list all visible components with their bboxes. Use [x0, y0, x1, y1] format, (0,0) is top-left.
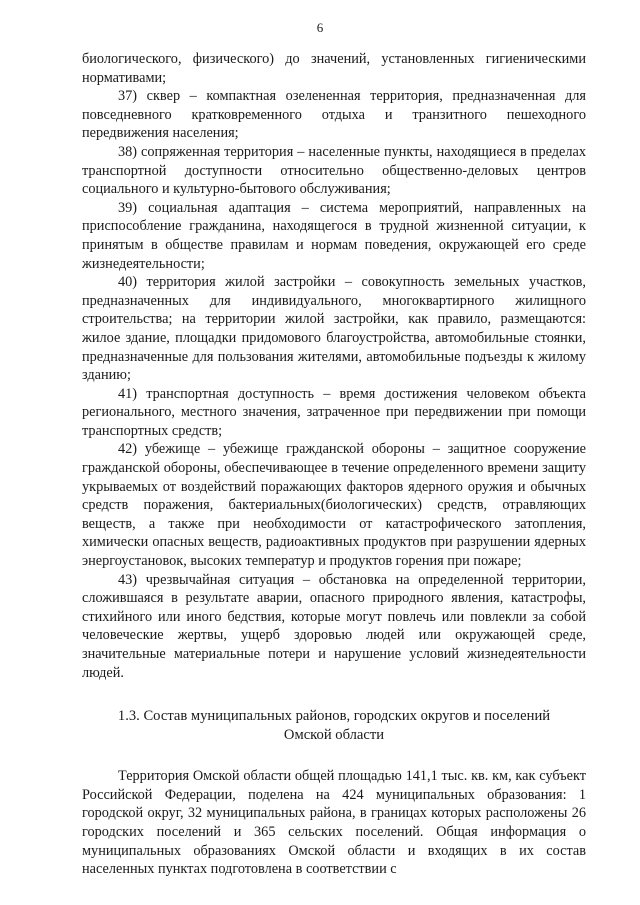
section-paragraph: Территория Омской области общей площадью 141,1 тыс. кв. км, как субъект Российской Федерации, поделена на 424 муниципальных образования: 1 городской округ, 32 муниципальных района, в границах которых расположены 26 городских поселений и 365 сельских поселений. Общая информация о муниципальных образованиях Омской области и входящих в их состав населенных пунктах подготовлена в соответствии с	[82, 768, 586, 878]
definition-37: 37) сквер – компактная озелененная территория, предназначенная для повседневного кратковременного отдыха и транзитного пешеходного передвижения населения;	[82, 88, 586, 142]
definition-42: 42) убежище – убежище гражданской обороны – защитное сооружение гражданской обороны, обеспечивающее в течение определенного времени защиту укрываемых от воздействий поражающих факторов ядерного оружия и обычных средств поражения, бактериальных(биологических) средств, отравляющих веществ, а также при необходимости от катастрофического затопления, химически опасных веществ, радиоактивных продуктов при разрушении ядерных энергоустановок, высоких температур и продуктов горения при пожаре;	[82, 441, 586, 570]
paragraph-continuation: биологического, физического) до значений, установленных гигиеническими нормативами;	[82, 51, 586, 86]
definition-41: 41) транспортная доступность – время достижения человеком объекта регионального, местного значения, затраченное при передвижении при помощи транспортных средств;	[82, 385, 586, 439]
definition-40: 40) территория жилой застройки – совокупность земельных участков, предназначенных для индивидуального, многоквартирного жилищного строительства; на территории жилой застройки, как правило, размещаются: жилое здание, площадки придомового благоустройства, автомобильные стоянки, предназначенные для пользования жителями, автомобильные подъезды к жилому зданию;	[82, 274, 586, 384]
definition-39: 39) социальная адаптация – система мероприятий, направленных на приспособление гражданина, находящегося в трудной жизненной ситуации, к принятым в обществе правилам и нормам поведения, окружающей его среде жизнедеятельности;	[82, 199, 586, 272]
section-heading	[82, 707, 586, 745]
section-heading-line2: Омской области	[283, 727, 385, 744]
section-heading-line1: 1.3. Состав муниципальных районов, городских округов и поселений	[117, 708, 551, 725]
definition-43: 43) чрезвычайная ситуация – обстановка на определенной территории, сложившаяся в результате аварии, опасного природного явления, катастрофы, стихийного или иного бедствия, которые могут повлечь или повлекли за собой человеческие жертвы, ущерб здоровью людей или окружающей среде, значительные материальные потери и нарушение условий жизнедеятельности людей.	[82, 571, 586, 681]
document-body	[82, 50, 586, 879]
page-number: 6	[316, 20, 324, 35]
definition-38: 38) сопряженная территория – населенные пункты, находящиеся в пределах транспортной доступности относительно общественно-деловых центров социального и культурно-бытового обслуживания;	[82, 143, 586, 198]
